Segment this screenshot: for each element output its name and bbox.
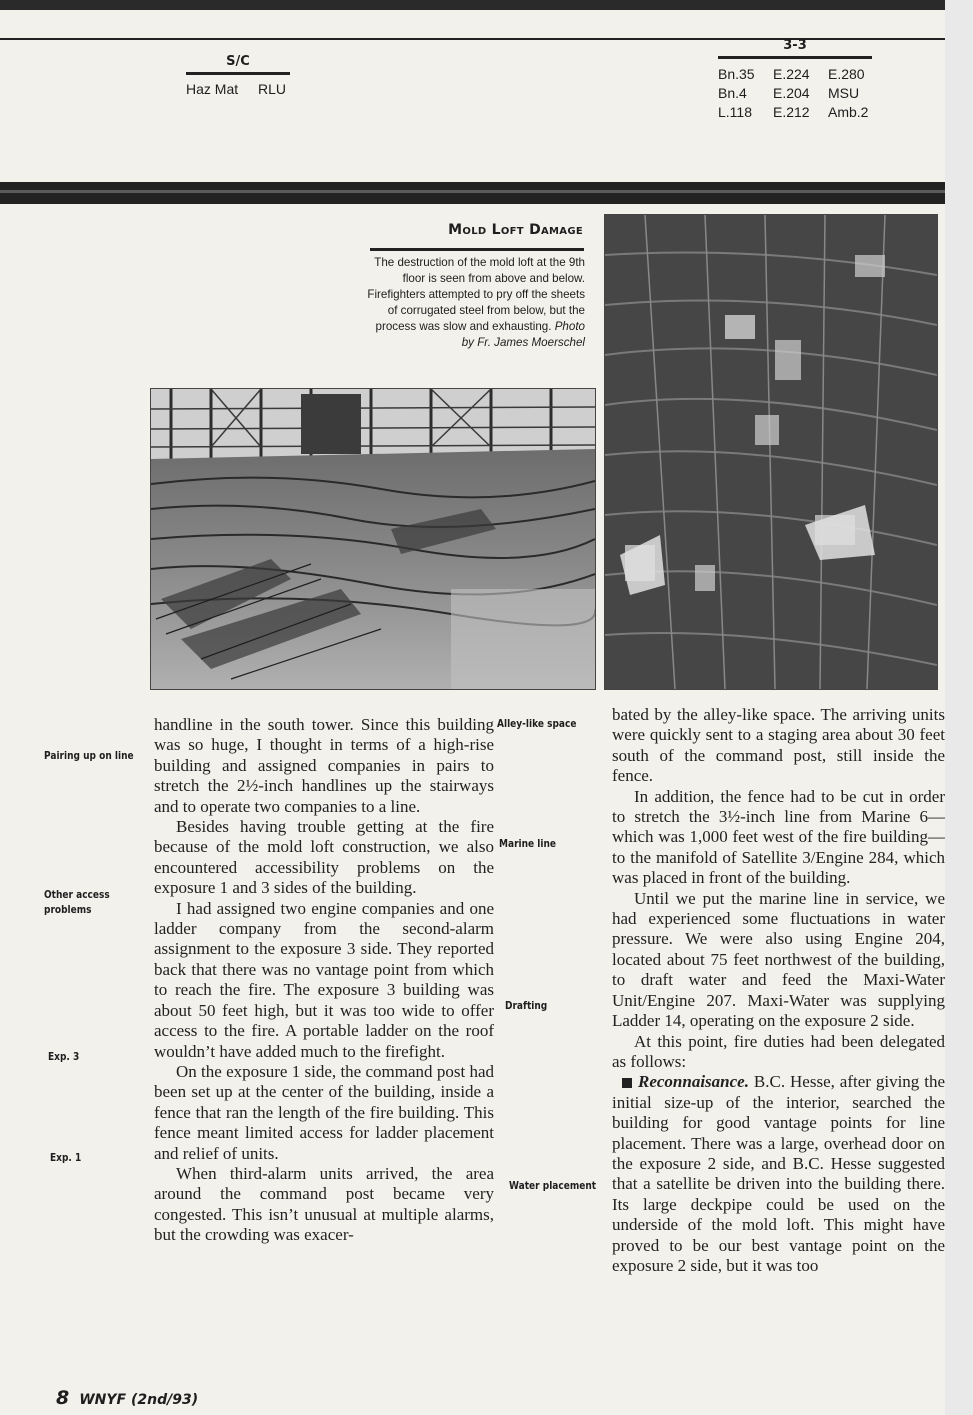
- alarm-unit: E.212: [773, 104, 810, 120]
- caption-rule: [370, 248, 584, 251]
- alarm-unit: E.204: [773, 85, 810, 101]
- paragraph: When third-alarm units arrived, the area around the command post became very congested. This isn’t unusual at multiple alarms, but the crowding was exacer-: [154, 1163, 494, 1245]
- page-footer: [56, 1387, 198, 1409]
- mold-loft-photo-from-above: [150, 388, 596, 690]
- sc-header-rule: [186, 72, 290, 75]
- margin-note-exp3: Exp. 3: [48, 1050, 80, 1063]
- margin-note-drafting: Drafting: [505, 999, 548, 1012]
- photo-above-image: [151, 389, 595, 689]
- paragraph: On the exposure 1 side, the command post had been set up at the center of the building, inside a fence that ran the length of the fire building. This fence meant limited access for ladder placement and relief of units.: [154, 1061, 494, 1163]
- paragraph: I had assigned two engine companies and one ladder company from the second-alarm assignment to the exposure 3 side. They reported back that there was no vantage point from which to reach the fire. The exposure 3 building was about 50 feet high, but it was too wide to offer access to the fire. A portable ladder on the roof wouldn’t have added much to the firefight.: [154, 898, 494, 1061]
- margin-note-water: Water placement: [509, 1179, 597, 1192]
- sc-header-title: S/C: [226, 54, 250, 69]
- alarm-unit: Amb.2: [828, 104, 869, 120]
- bullet-text: B.C. Hesse, after giving the initial size-up of the interior, searched the building for good vantage points for line placement. There was a large, overhead door on the exposure 2 side, and B.C. Hesse suggested that a satellite be driven into the building there. Its large deckpipe could be used on the underside of the mold loft. This might have proved to be our best vantage point on the exposure 2 side, but it was too: [612, 1072, 945, 1275]
- publication-issue: WNYF (2nd/93): [79, 1392, 199, 1408]
- paragraph: handline in the south tower. Since this building was so huge, I thought in terms of a high-rise building and assigned companies in pairs to stretch the 2½-inch handlines up the stairways and to operate two companies to a line.: [154, 715, 494, 816]
- alarm-unit: Bn.4: [718, 85, 747, 101]
- bullet-paragraph: [612, 1072, 945, 1276]
- alarm-unit: L.118: [718, 104, 752, 120]
- alarm-unit: E.280: [828, 66, 865, 82]
- page-number: 8: [56, 1387, 70, 1409]
- photo-caption: [366, 255, 585, 351]
- alarm-unit: MSU: [828, 85, 860, 101]
- caption-body: The destruction of the mold loft at the 9th floor is seen from above and below. Firefighters attempted to pry off the sheets of corrugated steel from below, but the process was slow and exhausting.: [367, 256, 585, 333]
- magazine-page: [0, 10, 945, 1415]
- margin-note-marine: Marine line: [499, 837, 557, 850]
- margin-note-exp1: Exp. 1: [50, 1151, 82, 1164]
- body-column-right: [612, 705, 945, 1276]
- body-column-left: [154, 715, 494, 1246]
- section-band: [0, 182, 945, 204]
- square-bullet-icon: [622, 1078, 632, 1088]
- alarm-units-grid: [718, 65, 878, 121]
- bullet-heading: Reconnaisance.: [638, 1072, 749, 1092]
- sc-unit: Haz Mat: [186, 81, 239, 97]
- page-edge: [945, 0, 973, 1415]
- sc-units: [186, 81, 302, 97]
- paragraph: Until we put the marine line in service, we had experienced some fluctuations in water pressure. We were also using Engine 204, located about 75 feet northwest of the building, to draft water and feed the Maxi-Water Unit/Engine 207. Maxi-Water was supplying Ladder 14, operating on the exposure 2 side.: [612, 888, 945, 1031]
- section-band-stripe: [0, 190, 945, 193]
- alarm-header-title: 3-3: [783, 38, 807, 53]
- photo-below-image: [605, 215, 937, 689]
- paragraph: At this point, fire duties had been delegated as follows:: [612, 1031, 945, 1071]
- margin-note-access: Other access problems: [44, 888, 110, 916]
- caption-title-text: Mold Loft Damage: [448, 222, 583, 238]
- mold-loft-photo-from-below: [604, 214, 938, 690]
- caption-credit-name: Fr. James Moerschel: [477, 336, 585, 349]
- caption-credit-prefix: Photo by: [461, 320, 585, 349]
- margin-note-pairing: Pairing up on line: [44, 749, 134, 762]
- sc-unit: RLU: [258, 81, 287, 97]
- paragraph: Besides having trouble getting at the fire because of the mold loft construction, we also encountered accessibility problems on the exposure 1 and 3 sides of the building.: [154, 817, 494, 898]
- margin-note-alley: Alley-like space: [497, 717, 577, 730]
- alarm-header-rule: [718, 56, 872, 59]
- caption-title: [370, 222, 583, 238]
- alarm-unit: E.224: [773, 66, 810, 82]
- paragraph: bated by the alley-like space. The arriving units were quickly sent to a staging area about 30 feet south of the command post, still inside the fence.: [612, 705, 945, 786]
- paragraph: In addition, the fence had to be cut in order to stretch the 3½-inch line from Marine 6—which was 1,000 feet west of the fire building—to the manifold of Satellite 3/Engine 284, which was placed in front of the building.: [612, 786, 945, 888]
- alarm-unit: Bn.35: [718, 66, 755, 82]
